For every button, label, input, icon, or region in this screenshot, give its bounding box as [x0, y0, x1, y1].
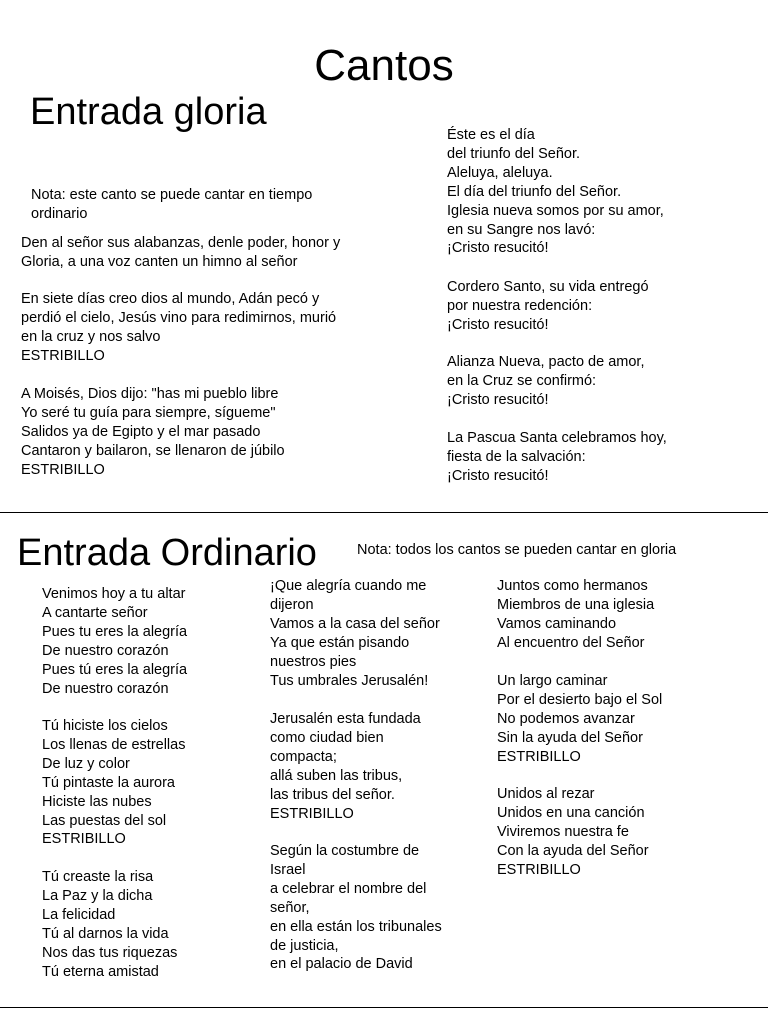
ordinario-col2-stanza-2: Jerusalén esta fundada como ciudad bien compacta; allá suben las tribus, las tribus del señor. ESTRIBILLO — [270, 711, 421, 822]
section-heading-entrada-ordinario: Entrada Ordinario — [17, 532, 317, 574]
gloria-right-stanza-4: La Pascua Santa celebramos hoy, fiesta de la salvación: ¡Cristo resucitó! — [447, 430, 667, 484]
gloria-left-stanza-1: Den al señor sus alabanzas, denle poder, honor y Gloria, a una voz canten un himno al señor — [21, 235, 341, 270]
ordinario-col1-stanza-2: Tú hiciste los cielos Los llenas de estrellas De luz y color Tú pintaste la aurora Hiciste las nubes Las puestas del sol ESTRIBILLO — [42, 718, 186, 848]
gloria-right-stanza-2: Cordero Santo, su vida entregó por nuestra redención: ¡Cristo resucitó! — [447, 279, 649, 333]
ordinario-note: Nota: todos los cantos se pueden cantar en gloria — [357, 542, 677, 558]
gloria-right-stanza-3: Alianza Nueva, pacto de amor, en la Cruz se confirmó: ¡Cristo resucitó! — [447, 354, 645, 408]
ordinario-col3-stanza-3: Unidos al rezar Unidos en una canción Viviremos nuestra fe Con la ayuda del Señor ESTRIBILLO — [497, 786, 649, 878]
ordinario-col3-stanza-2: Un largo caminar Por el desierto bajo el Sol No podemos avanzar Sin la ayuda del Señor ESTRIBILLO — [497, 673, 663, 765]
ordinario-col3-stanza-1: Juntos como hermanos Miembros de una iglesia Vamos caminando Al encuentro del Señor — [497, 578, 655, 651]
gloria-right-stanza-1: Éste es el día del triunfo del Señor. Aleluya, aleluya. El día del triunfo del Señor. Iglesia nueva somos por su amor, en su Sangre nos lavó: ¡Cristo resucitó! — [447, 127, 664, 257]
section-divider — [0, 512, 768, 513]
page-title: Cantos — [314, 41, 454, 90]
ordinario-col2-stanza-3: Según la costumbre de Israel a celebrar el nombre del señor, en ella están los tribunales de justicia, en el palacio de David — [270, 843, 442, 973]
ordinario-col2-stanza-1: ¡Que alegría cuando me dijeron Vamos a la casa del señor Ya que están pisando nuestros pies Tus umbrales Jerusalén! — [270, 578, 440, 689]
gloria-left-stanza-2: En siete días creo dios al mundo, Adán pecó y perdió el cielo, Jesús vino para redimirnos, murió en la cruz y nos salvo ESTRIBILLO — [21, 291, 337, 364]
section-heading-entrada-gloria: Entrada gloria — [30, 91, 267, 133]
gloria-left-stanza-3: A Moisés, Dios dijo: "has mi pueblo libre Yo seré tu guía para siempre, sígueme" Salidos ya de Egipto y el mar pasado Cantaron y bailaron, se llenaron de júbilo ESTRIBILLO — [21, 386, 285, 478]
gloria-note: Nota: este canto se puede cantar en tiempo ordinario — [31, 187, 313, 222]
ordinario-col1-stanza-1: Venimos hoy a tu altar A cantarte señor Pues tu eres la alegría De nuestro corazón Pues tú eres la alegría De nuestro corazón — [42, 586, 188, 697]
bottom-divider — [0, 1007, 768, 1008]
ordinario-col1-stanza-3: Tú creaste la risa La Paz y la dicha La felicidad Tú al darnos la vida Nos das tus riquezas Tú eterna amistad — [42, 869, 178, 980]
